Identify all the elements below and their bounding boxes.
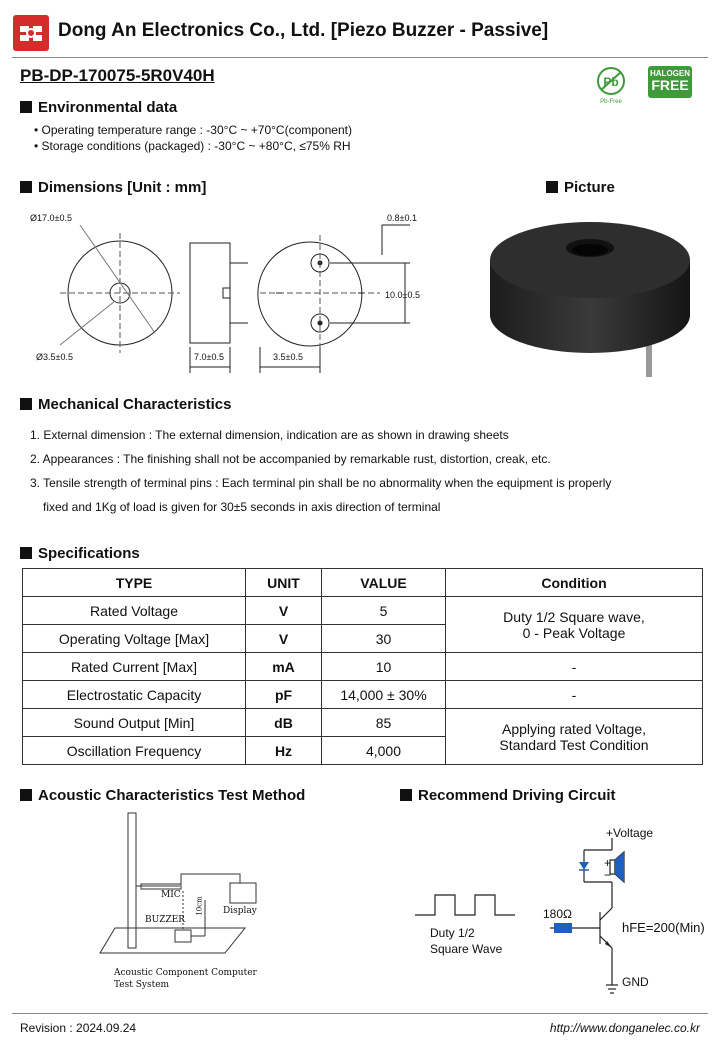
halogen-free-badge — [648, 66, 692, 98]
dim-pin-spacing: 10.0±0.5 — [385, 290, 420, 300]
col-value: VALUE — [322, 569, 446, 597]
mech-item: fixed and 1Kg of load is given for 30±5 seconds in axis direction of terminal — [43, 500, 441, 514]
cell-unit: mA — [246, 653, 322, 681]
distance-label: 10cm — [195, 896, 204, 916]
condition-line: Standard Test Condition — [499, 736, 649, 753]
cell-type: Oscillation Frequency — [23, 737, 246, 765]
table-row — [23, 597, 703, 625]
minus-sign: − — [604, 868, 612, 882]
cell-condition: - — [446, 681, 703, 709]
svg-text:Pb: Pb — [603, 75, 619, 89]
header-divider — [12, 57, 708, 58]
picture-title: Picture — [564, 179, 615, 196]
col-unit: UNIT — [246, 569, 322, 597]
env-item: • Storage conditions (packaged) : -30°C ~ +80°C, ≤75% RH — [34, 139, 351, 153]
acoustic-heading — [20, 787, 305, 804]
cell-type: Electrostatic Capacity — [23, 681, 246, 709]
condition-line: Applying rated Voltage, — [502, 720, 646, 737]
table-row — [23, 681, 703, 709]
voltage-label: +Voltage — [606, 826, 654, 840]
footer-divider — [12, 1013, 708, 1014]
halogen-line2: FREE — [651, 77, 689, 93]
cell-value: 5 — [322, 597, 446, 625]
env-item: • Operating temperature range : -30°C ~ +70°C(component) — [34, 123, 352, 137]
mechanical-title: Mechanical Characteristics — [38, 396, 232, 413]
environmental-title: Environmental data — [38, 99, 178, 116]
hfe-label: hFE=200(Min) — [622, 920, 705, 935]
cell-type: Sound Output [Min] — [23, 709, 246, 737]
col-type: TYPE — [23, 569, 246, 597]
cell-value: 14,000 ± 30% — [322, 681, 446, 709]
pb-free-label: Pb-Free — [600, 99, 622, 105]
mech-item: 2. Appearances : The finishing shall not be accompanied by remarkable rust, distortion, creak, etc. — [30, 452, 551, 466]
mechanical-heading — [20, 396, 231, 413]
cell-unit: V — [246, 625, 322, 653]
cell-type: Rated Current [Max] — [23, 653, 246, 681]
duty-label: Duty 1/2 — [430, 926, 475, 940]
picture-heading — [546, 179, 615, 196]
cell-type: Rated Voltage — [23, 597, 246, 625]
dim-outer-diameter: Ø17.0±0.5 — [30, 213, 72, 223]
cell-value: 4,000 — [322, 737, 446, 765]
acoustic-caption: Acoustic Component Computer — [114, 968, 257, 978]
col-condition: Condition — [446, 569, 703, 597]
mech-item: 1. External dimension : The external dimension, indication are as shown in drawing sheets — [30, 428, 509, 442]
dim-height: 7.0±0.5 — [194, 352, 224, 362]
buzzer-photo — [480, 205, 700, 380]
mech-item: 3. Tensile strength of terminal pins : Each terminal pin shall be no abnormality when the equipment is properly — [30, 476, 612, 490]
spec-table — [22, 568, 703, 765]
cell-unit: pF — [246, 681, 322, 709]
pb-free-icon — [594, 66, 628, 105]
cell-type: Operating Voltage [Max] — [23, 625, 246, 653]
acoustic-caption: Test System — [114, 980, 170, 990]
dimensions-heading — [20, 179, 206, 196]
acoustic-title: Acoustic Characteristics Test Method — [38, 787, 306, 804]
cell-unit: dB — [246, 709, 322, 737]
buzzer-label: BUZZER — [145, 915, 186, 925]
dim-hole-diameter: Ø3.5±0.5 — [36, 352, 73, 362]
cell-value: 85 — [322, 709, 446, 737]
cell-condition: - — [446, 653, 703, 681]
revision-date: Revision : 2024.09.24 — [20, 1021, 137, 1035]
cell-value: 30 — [322, 625, 446, 653]
company-logo — [12, 14, 50, 57]
duty-label: Square Wave — [430, 942, 503, 956]
circuit-heading — [400, 787, 616, 804]
cell-unit: Hz — [246, 737, 322, 765]
halogen-line1: HALOGEN — [650, 69, 690, 78]
cell-condition — [446, 597, 703, 653]
table-header-row — [23, 569, 703, 597]
table-row — [23, 653, 703, 681]
condition-line: Duty 1/2 Square wave, — [503, 608, 645, 625]
resistor-label: 180Ω — [543, 907, 572, 921]
circuit-title: Recommend Driving Circuit — [418, 787, 616, 804]
company-title: Dong An Electronics Co., Ltd. [Piezo Buzzer - Passive] — [58, 20, 549, 41]
dimensions-title: Dimensions [Unit : mm] — [38, 179, 207, 196]
mic-label: MIC — [161, 890, 181, 900]
specifications-heading — [20, 545, 140, 562]
dim-pin-diameter: 0.8±0.1 — [387, 213, 417, 223]
environmental-heading — [20, 99, 177, 116]
plus-sign: + — [604, 856, 612, 870]
gnd-label: GND — [622, 975, 649, 989]
specifications-title: Specifications — [38, 545, 140, 562]
part-number: PB-DP-170075-5R0V40H — [20, 66, 215, 85]
dim-pin-offset: 3.5±0.5 — [273, 352, 303, 362]
condition-line: 0 - Peak Voltage — [522, 624, 626, 641]
dimension-drawing — [20, 205, 440, 375]
display-label: Display — [223, 906, 257, 916]
cell-value: 10 — [322, 653, 446, 681]
table-row — [23, 709, 703, 737]
website-link[interactable]: http://www.donganelec.co.kr — [549, 1021, 700, 1035]
cell-condition — [446, 709, 703, 765]
cell-unit: V — [246, 597, 322, 625]
